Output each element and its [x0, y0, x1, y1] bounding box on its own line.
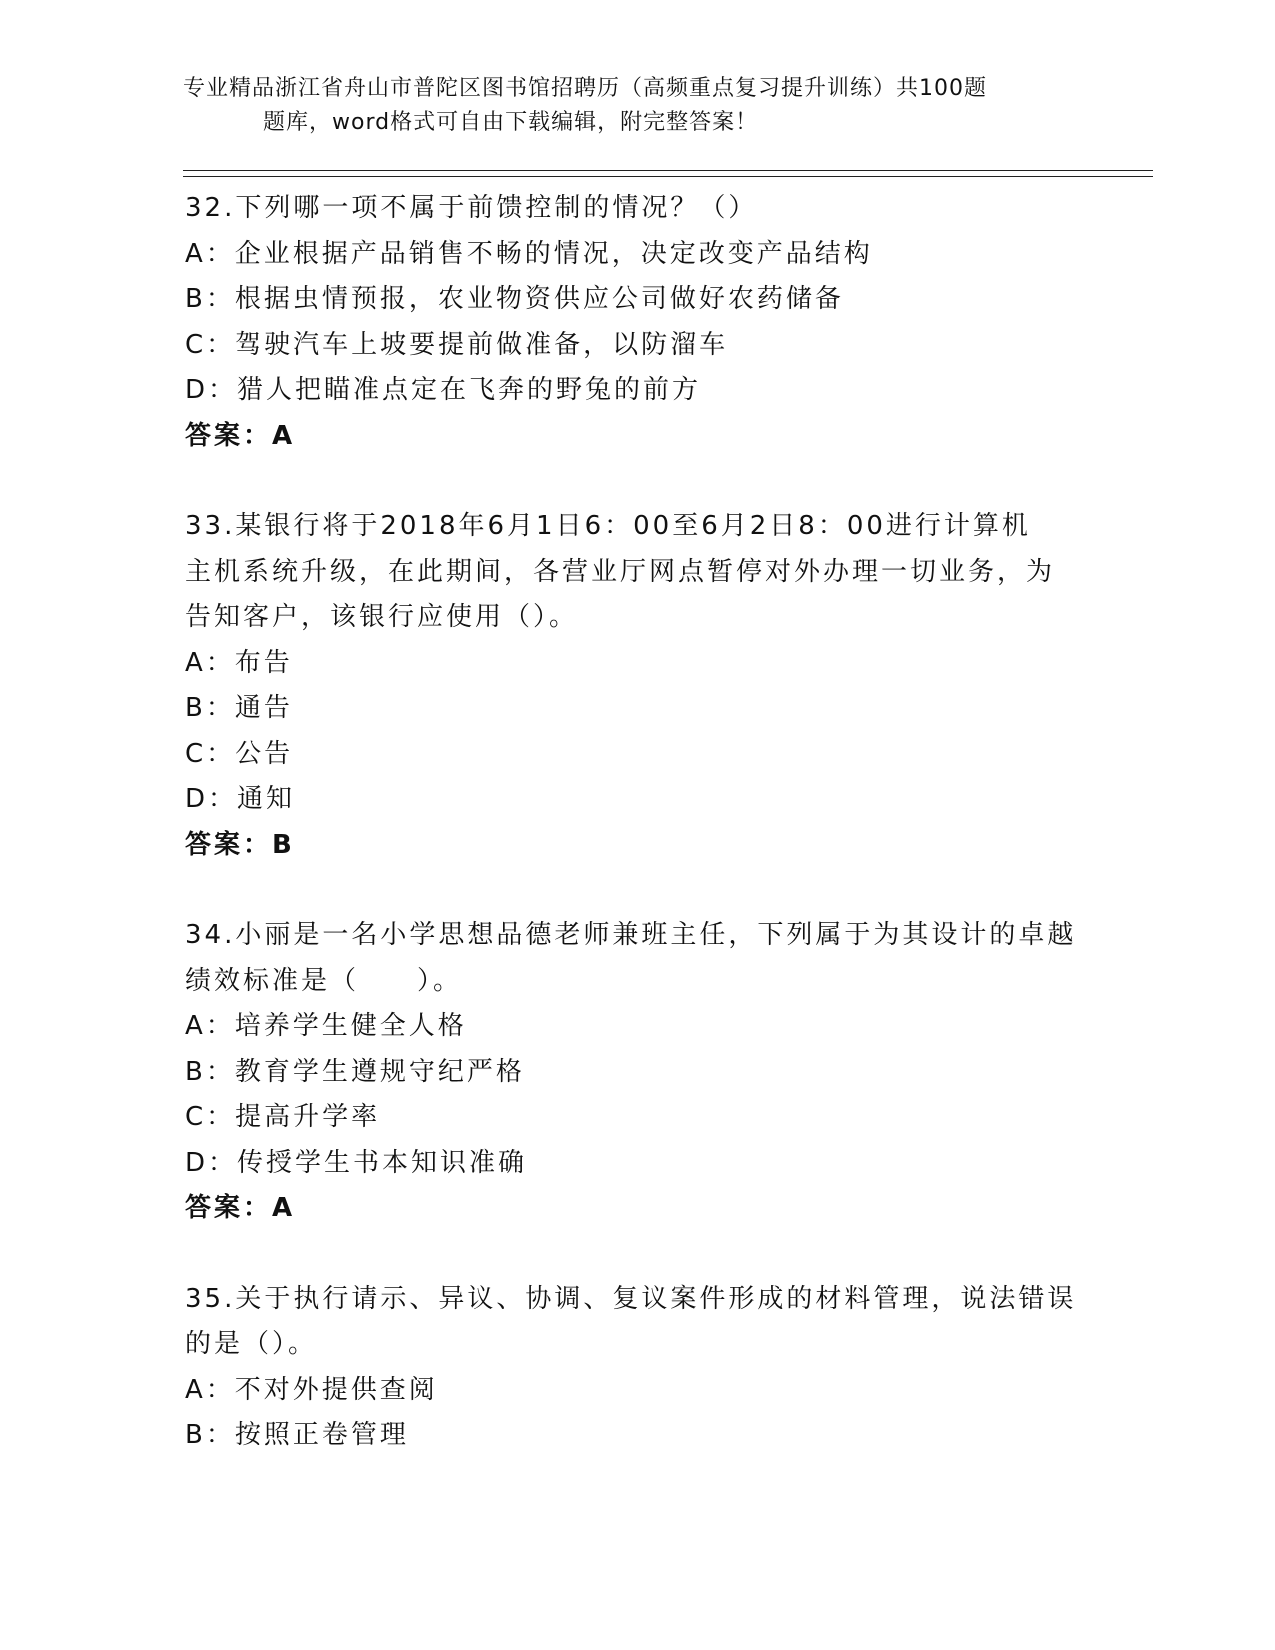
option-c: C：公告	[185, 738, 294, 769]
question-34	[185, 913, 1077, 1232]
question-stem: 绩效标准是（ ）。	[185, 965, 463, 996]
question-35	[185, 1277, 1077, 1459]
option-b: B：通告	[185, 693, 293, 723]
option-d: D：猎人把瞄准点定在飞奔的野兔的前方	[185, 375, 702, 405]
option-a: A：企业根据产品销售不畅的情况，决定改变产品结构	[185, 238, 873, 269]
question-stem: 告知客户，该银行应使用（）。	[185, 602, 579, 632]
question-list	[185, 186, 1077, 1459]
option-a: A：培养学生健全人格	[185, 1011, 467, 1041]
header-rule-top	[183, 170, 1153, 171]
option-b: B：按照正卷管理	[185, 1420, 409, 1450]
option-c: C：驾驶汽车上坡要提前做准备，以防溜车	[185, 329, 729, 360]
answer: 答案：B	[185, 829, 295, 860]
question-33	[185, 504, 1065, 868]
option-c: C：提高升学率	[185, 1102, 381, 1132]
question-stem: 33.某银行将于2018年6月1日6：00至6月2日8：00进行计算机	[185, 511, 1031, 541]
option-d: D：传授学生书本知识准确	[185, 1147, 528, 1178]
option-b: B：根据虫情预报，农业物资供应公司做好农药储备	[185, 284, 844, 314]
spacer	[185, 459, 1065, 504]
document-header	[183, 72, 1063, 140]
option-d: D：通知	[185, 784, 296, 814]
question-stem: 35.关于执行请示、异议、协调、复议案件形成的材料管理，说法错误	[185, 1283, 1077, 1314]
header-line-1: 专业精品浙江省舟山市普陀区图书馆招聘历（高频重点复习提升训练）共100题	[183, 76, 987, 101]
question-stem: 主机系统升级，在此期间，各营业厅网点暂停对外办理一切业务，为	[185, 556, 1056, 587]
spacer	[185, 1232, 1065, 1277]
option-b: B：教育学生遵规守纪严格	[185, 1056, 525, 1087]
question-stem: 32.下列哪一项不属于前馈控制的情况？（）	[185, 193, 758, 223]
header-rule-bottom	[183, 176, 1153, 177]
answer: 答案：A	[185, 1193, 296, 1223]
option-a: A：布告	[185, 647, 293, 678]
option-a: A：不对外提供查阅	[185, 1374, 438, 1405]
question-stem: 34.小丽是一名小学思想品德老师兼班主任，下列属于为其设计的卓越	[185, 920, 1077, 950]
answer: 答案：A	[185, 420, 296, 451]
header-line-2: 题库，word格式可自由下载编辑，附完整答案！	[263, 110, 759, 135]
question-stem: 的是（）。	[185, 1329, 318, 1359]
question-32	[185, 186, 1065, 459]
spacer	[185, 868, 1065, 913]
